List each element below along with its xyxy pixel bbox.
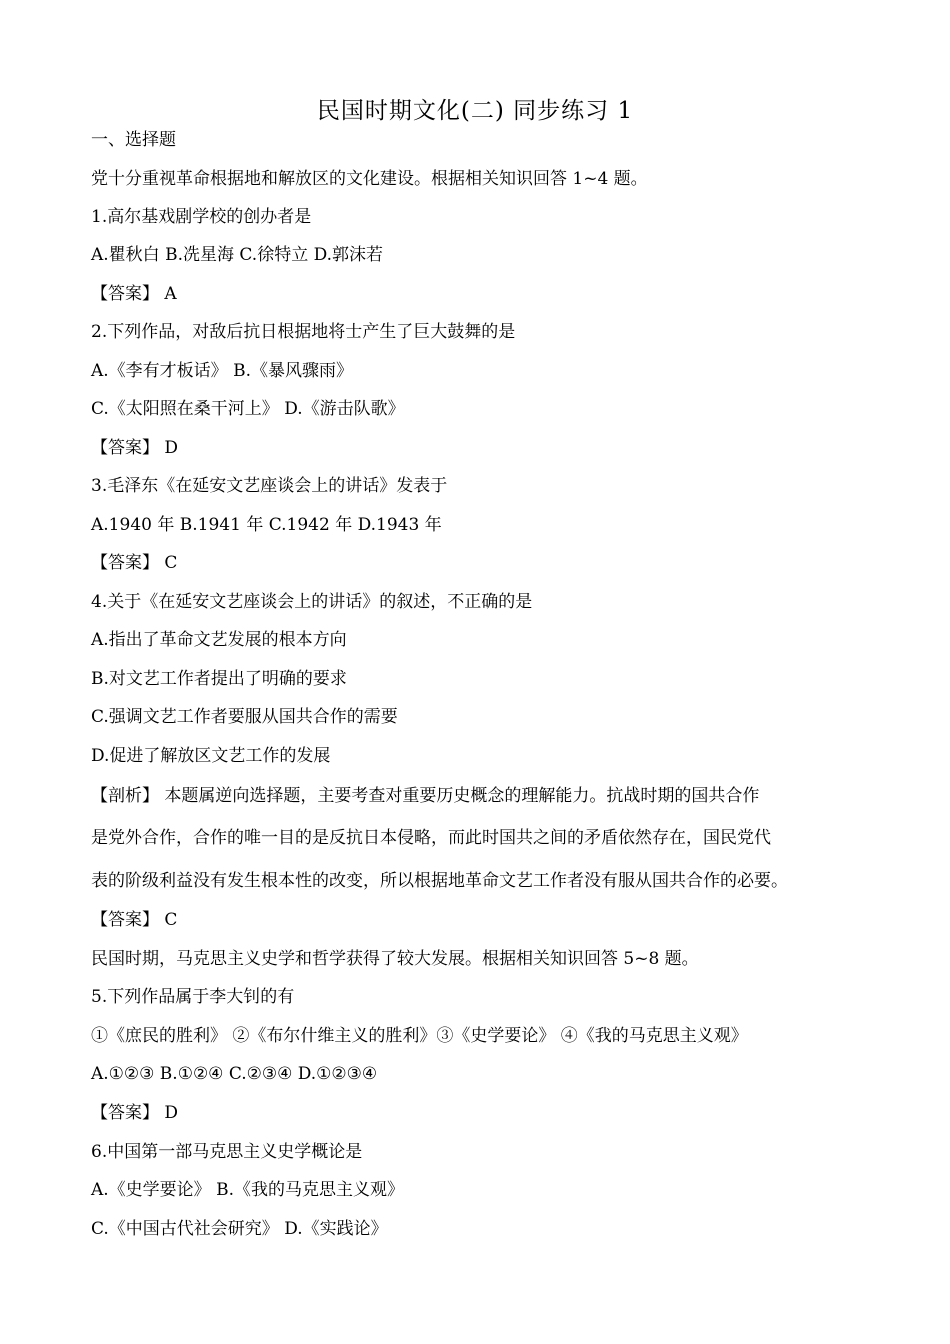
question-4-option-a: A.指出了革命文艺发展的根本方向: [91, 630, 347, 650]
question-5-options: A.①②③ B.①②④ C.②③④ D.①②③④: [91, 1064, 378, 1084]
answer-3: 【答案】 C: [91, 553, 178, 573]
section-heading: 一、选择题: [91, 130, 176, 150]
question-6-options-ab: A.《史学要论》 B.《我的马克思主义观》: [91, 1180, 404, 1200]
question-4-option-b: B.对文艺工作者提出了明确的要求: [91, 669, 347, 689]
question-3: 3.毛泽东《在延安文艺座谈会上的讲话》发表于: [91, 476, 448, 496]
question-1: 1.高尔基戏剧学校的创办者是: [91, 207, 312, 227]
analysis-line-2: 是党外合作，合作的唯一目的是反抗日本侵略，而此时国共之间的矛盾依然存在，国民党代: [91, 828, 771, 848]
intro-text: 党十分重视革命根据地和解放区的文化建设。根据相关知识回答 1~4 题。: [91, 169, 648, 189]
page-title: 民国时期文化(二) 同步练习 1: [316, 98, 634, 124]
question-2: 2.下列作品，对敌后抗日根据地将士产生了巨大鼓舞的是: [91, 322, 516, 342]
question-5: 5.下列作品属于李大钊的有: [91, 987, 295, 1007]
question-2-options-ab: A.《李有才板话》 B.《暴风骤雨》: [91, 361, 353, 381]
answer-2: 【答案】 D: [91, 438, 179, 458]
answer-4: 【答案】 C: [91, 910, 178, 930]
answer-5: 【答案】 D: [91, 1103, 179, 1123]
question-2-options-cd: C.《太阳照在桑干河上》 D.《游击队歌》: [91, 399, 405, 419]
question-5-items: ①《庶民的胜利》 ②《布尔什维主义的胜利》③《史学要论》 ④《我的马克思主义观》: [91, 1026, 748, 1046]
analysis-line-1: 【剖析】 本题属逆向选择题，主要考查对重要历史概念的理解能力。抗战时期的国共合作: [91, 786, 760, 806]
question-4-option-d: D.促进了解放区文艺工作的发展: [91, 746, 331, 766]
question-3-options: A.1940 年 B.1941 年 C.1942 年 D.1943 年: [91, 515, 442, 535]
question-1-options: A.瞿秋白 B.冼星海 C.徐特立 D.郭沫若: [91, 245, 384, 265]
question-4-option-c: C.强调文艺工作者要服从国共合作的需要: [91, 707, 398, 727]
question-6: 6.中国第一部马克思主义史学概论是: [91, 1142, 363, 1162]
intro-text-2: 民国时期，马克思主义史学和哲学获得了较大发展。根据相关知识回答 5~8 题。: [91, 949, 699, 969]
analysis-line-3: 表的阶级利益没有发生根本性的改变，所以根据地革命文艺工作者没有服从国共合作的必要。: [91, 871, 788, 891]
question-4: 4.关于《在延安文艺座谈会上的讲话》的叙述，不正确的是: [91, 592, 533, 612]
question-6-options-cd: C.《中国古代社会研究》 D.《实践论》: [91, 1219, 388, 1239]
answer-1: 【答案】 A: [91, 284, 177, 304]
